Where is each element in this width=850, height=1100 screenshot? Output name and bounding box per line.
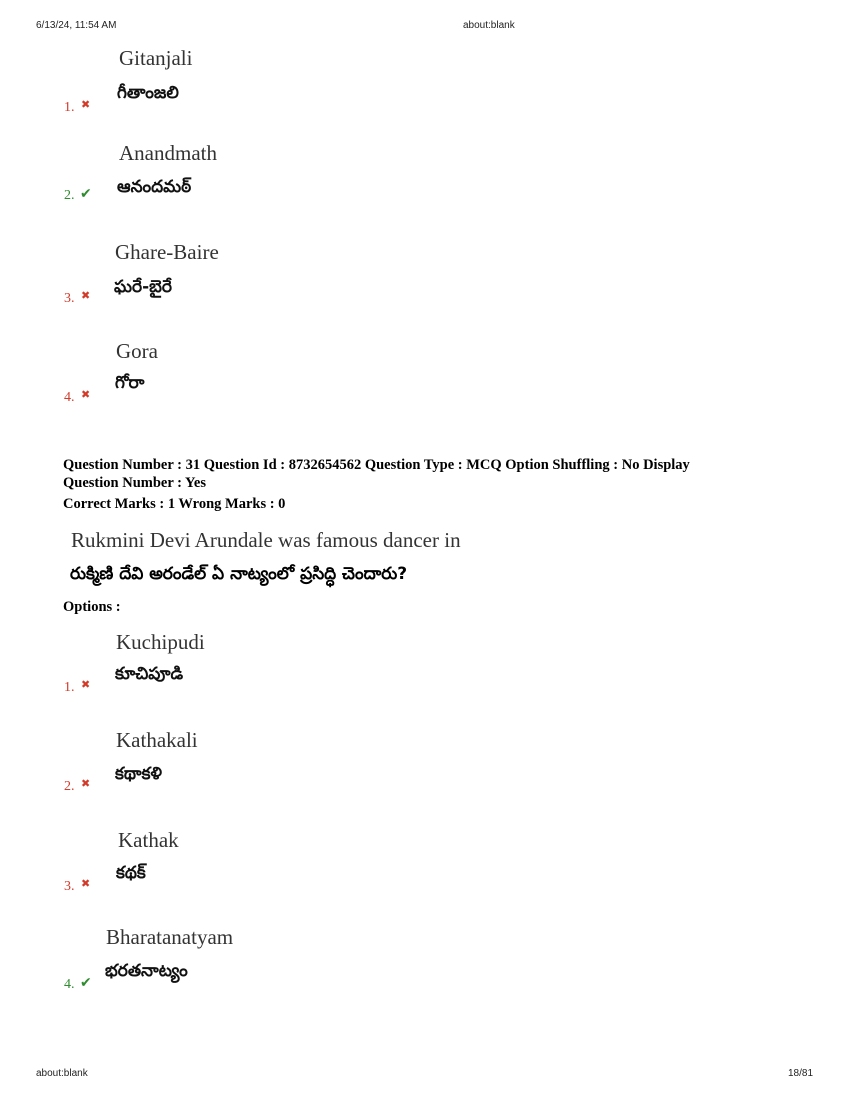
q31-option-2-text-en: Kathakali <box>116 728 198 752</box>
footer-url: about:blank <box>36 1068 88 1079</box>
q31-question-te: రుక్మిణి దేవి అరండేల్ ఏ నాట్యంలో ప్రసిద్ధి చెందారు? <box>70 564 408 584</box>
q31-meta-line-2: Question Number : Yes <box>63 475 206 491</box>
q30-option-4-text-te: గోరా <box>115 373 145 393</box>
q31-meta-line-1: Question Number : 31 Question Id : 8732654562 Question Type : MCQ Option Shuffling : No Display <box>63 457 690 473</box>
q31-option-4-text-te: భరతనాట్యం <box>105 961 188 981</box>
cross-mark-icon: ✖ <box>81 388 91 401</box>
check-mark-icon: ✔ <box>80 975 92 991</box>
q31-option-1-number: 1. <box>64 680 75 695</box>
q30-option-2-text-te: ఆనందమఠ్ <box>117 177 192 197</box>
q31-option-1-text-en: Kuchipudi <box>116 630 205 654</box>
q30-option-4-text-en: Gora <box>116 339 158 363</box>
q30-option-1-number: 1. <box>64 100 75 115</box>
q30-option-4-number: 4. <box>64 390 75 405</box>
q31-options-label: Options : <box>63 599 121 615</box>
q31-option-3-text-te: కథక్ <box>116 863 146 883</box>
cross-mark-icon: ✖ <box>81 289 91 302</box>
q30-option-3-number: 3. <box>64 291 75 306</box>
q31-question-en: Rukmini Devi Arundale was famous dancer in <box>71 528 461 552</box>
q31-meta-line-3: Correct Marks : 1 Wrong Marks : 0 <box>63 496 286 512</box>
page-number: 18/81 <box>788 1068 814 1079</box>
q30-option-1-text-en: Gitanjali <box>119 46 193 70</box>
q30-option-2-text-en: Anandmath <box>119 141 217 165</box>
cross-mark-icon: ✖ <box>81 877 91 890</box>
q31-option-4-number: 4. <box>64 977 75 992</box>
cross-mark-icon: ✖ <box>81 98 91 111</box>
print-datetime: 6/13/24, 11:54 AM <box>36 20 117 31</box>
cross-mark-icon: ✖ <box>81 678 91 691</box>
q31-option-2-number: 2. <box>64 779 75 794</box>
q30-option-3-text-en: Ghare-Baire <box>115 240 219 264</box>
cross-mark-icon: ✖ <box>81 777 91 790</box>
check-mark-icon: ✔ <box>80 186 92 202</box>
q30-option-2-number: 2. <box>64 188 75 203</box>
q30-option-3-text-te: ఘరే-బైరే <box>114 277 172 297</box>
q31-option-3-number: 3. <box>64 879 75 894</box>
q31-option-2-text-te: కథాకళి <box>115 764 163 784</box>
q30-option-1-text-te: గీతాంజలి <box>117 83 179 103</box>
q31-option-1-text-te: కూచిపూడి <box>115 664 184 684</box>
q31-option-4-text-en: Bharatanatyam <box>106 925 234 949</box>
q31-option-3-text-en: Kathak <box>118 828 179 852</box>
print-title: about:blank <box>463 20 515 31</box>
